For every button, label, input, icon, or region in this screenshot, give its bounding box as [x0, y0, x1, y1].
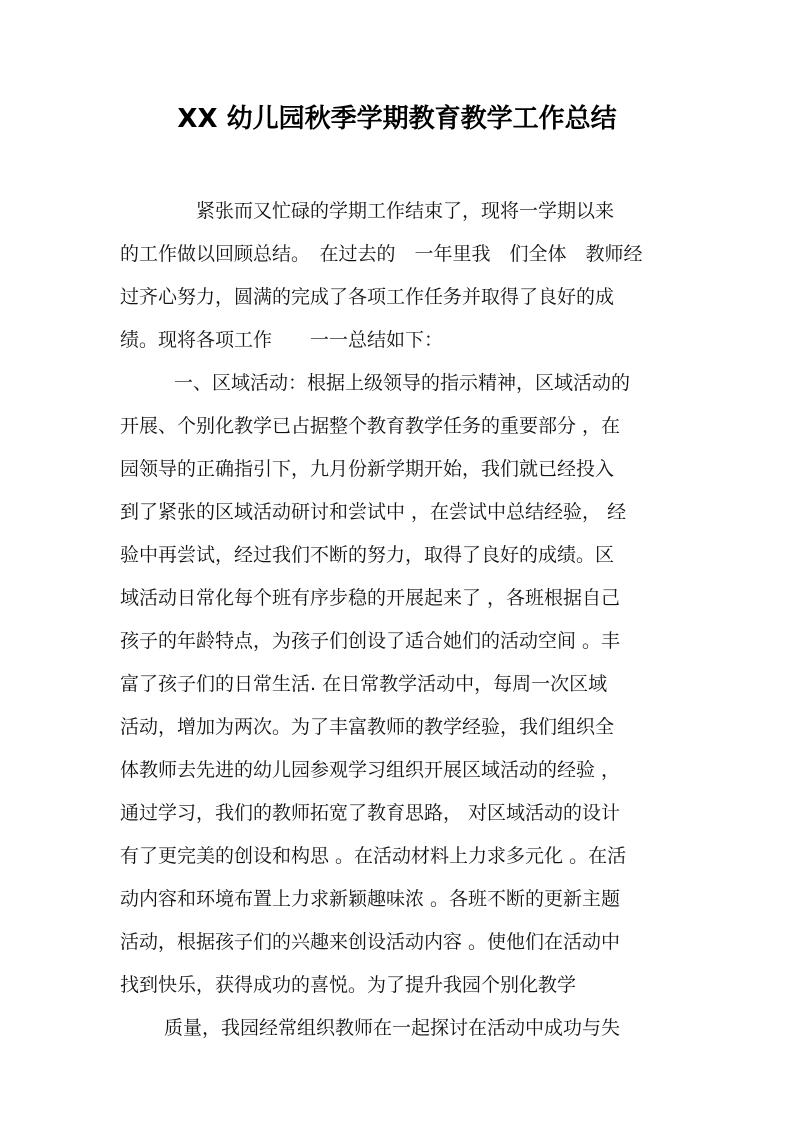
paragraph-line: 到了紧张的区域活动研讨和尝试中 ，在尝试中总结经验， 经 — [120, 501, 627, 523]
paragraph-line: 紧张而又忙碌的学期工作结束了，现将一学期以来 — [196, 200, 615, 222]
paragraph-line: 绩。现将各项工作 一一总结如下： — [120, 329, 444, 351]
paragraph-line: 富了孩子们的日常生活. 在日常教学活动中，每周一次区域 — [120, 673, 608, 695]
paragraph-line: 有了更完美的创设和构思 。在活动材料上力求多元化 。在活 — [120, 845, 627, 867]
paragraph-line: 活动，根据孩子们的兴趣来创设活动内容 。使他们在活动中 — [120, 931, 621, 953]
paragraph-line: 孩子的年龄特点，为孩子们创设了适合她们的活动空间 。丰 — [120, 630, 621, 652]
paragraph-line: 的工作做以回顾总结。 在过去的 一年里我 们全体 教师经 — [120, 243, 643, 265]
paragraph-line: 园领导的正确指引下，九月份新学期开始，我们就已经投入 — [120, 458, 615, 480]
document-title: XX 幼儿园秋季学期教育教学工作总结 — [177, 104, 617, 134]
paragraph-line: 过齐心努力，圆满的完成了各项工作任务并取得了良好的成 — [120, 286, 615, 308]
paragraph-line: 找到快乐，获得成功的喜悦。为了提升我园个别化教学 — [120, 974, 577, 996]
paragraph-line: 体教师去先进的幼儿园参观学习组织开展区域活动的经验 ， — [120, 759, 621, 781]
paragraph-line: 活动，增加为两次。为了丰富教师的教学经验，我们组织全 — [120, 716, 615, 738]
paragraph-line: 域活动日常化每个班有序步稳的开展起来了 ，各班根据自己 — [120, 587, 621, 609]
paragraph-line: 开展、个别化教学已占据整个教育教学任务的重要部分 ，在 — [120, 415, 621, 437]
paragraph-line: 质量，我园经常组织教师在一起探讨在活动中成功与失 — [164, 1017, 621, 1039]
paragraph-line: 动内容和环境布置上力求新颖趣味浓 。各班不断的更新主题 — [120, 888, 621, 910]
paragraph-line: 验中再尝试，经过我们不断的努力，取得了良好的成绩。区 — [120, 544, 615, 566]
paragraph-line: 一、区域活动：根据上级领导的指示精神，区域活动的 — [174, 372, 631, 394]
paragraph-line: 通过学习，我们的教师拓宽了教育思路， 对区域活动的设计 — [120, 802, 621, 824]
